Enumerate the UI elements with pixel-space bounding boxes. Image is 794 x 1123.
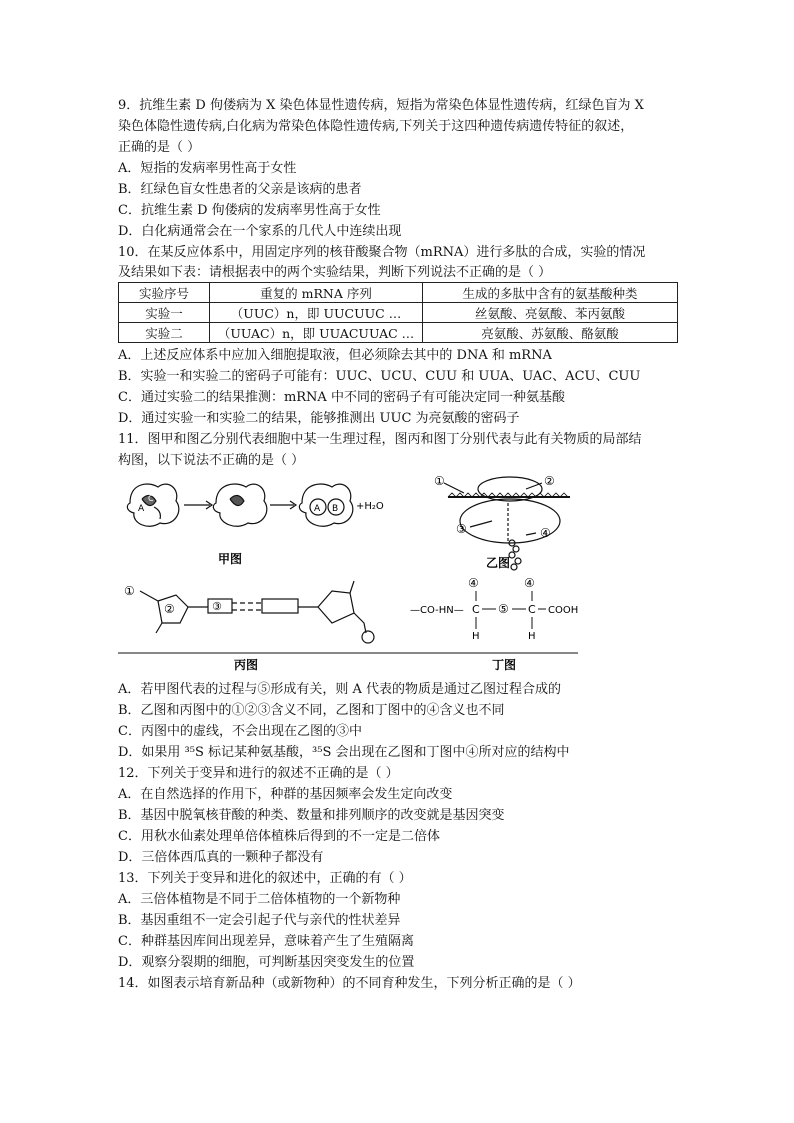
yi-num-2: ② [544,474,555,488]
q11-figure [118,473,678,673]
q9-option-d: D．白化病通常会在一个家系的几代人中连续出现 [118,224,402,239]
leader-3 [470,521,492,527]
table-header-cell: 生成的多肽中含有的氨基酸种类 [423,283,678,303]
table-header-row [119,283,678,303]
q12-option-b: B．基因中脱氧核苷酸的种类、数量和排列顺序的改变就是基因突变 [118,808,505,823]
base-pair [262,599,298,613]
label-b-product: B [332,504,339,514]
caption-bing: 丙图 [234,658,259,672]
table-cell: （UUC）n，即 UUCUUC … [210,303,423,323]
yi-num-1: ① [434,474,445,488]
q13-option-d: D．观察分裂期的细胞，可判断基因突变发生的位置 [118,955,415,970]
table-header-cell: 实验序号 [119,283,210,303]
table-cell: 实验一 [119,303,210,323]
q9-stem-line3: 正确的是（ ） [118,140,201,155]
aa-4 [515,558,521,564]
q10-option-c: C．通过实验二的结果推测：mRNA 中不同的密码子有可能决定同一种氨基酸 [118,390,565,405]
ding-bonds [118,591,578,653]
table-cell: （UUAC）n，即 UUACUUAC … [210,323,423,343]
phosphate-link [354,613,366,633]
caption-jia: 甲图 [218,552,243,566]
q11-option-d: D．如果用 ³⁵S 标记某种氨基酸，³⁵S 会出现在乙图和丁图中④所对应的结构中 [118,745,570,760]
q10-option-d: D．通过实验一和实验二的结果，能够推测出 UUC 为亮氨酸的密码子 [118,411,520,426]
q11-option-b: B．乙图和丙图中的①②③含义不同，乙图和丁图中的④含义也不同 [118,703,505,718]
q13-option-c: C．种群基因库间出现差异，意味着产生了生殖隔离 [118,934,414,949]
label-c: C [148,494,154,503]
q11-figure-svg [118,473,678,673]
q10-experiment-table [118,282,678,343]
label-a: A [138,504,145,514]
q12-option-d: D．三倍体西瓜真的一颗种子都没有 [118,850,324,865]
table-cell: 丝氨酸、亮氨酸、苯丙氨酸 [423,303,678,323]
ding-c2: C [528,603,536,616]
ding-h2: H [528,631,536,642]
ding-num-4a: ④ [468,576,479,590]
enzyme-notch [154,507,160,519]
ding-co-hn: —CO-HN— [410,605,464,616]
table-header-cell: 重复的 mRNA 序列 [210,283,423,303]
q11-stem-line2: 构图，以下说法不正确的是（ ） [118,453,305,468]
q12-option-a: A．在自然选择的作用下，种群的基因频率会发生定向改变 [118,787,453,802]
aa-2 [513,546,519,552]
q10-stem-line1: 10．在某反应体系中，用固定序列的核苷酸聚合物（mRNA）进行多肽的合成，实验的情况 [118,245,646,260]
ding-c1: C [472,603,480,616]
q12-stem: 12．下列关于变异和进行的叙述不正确的是（ ） [118,766,399,781]
q13-option-a: A．三倍体植物是不同于二倍体植物的一个新物种 [118,892,401,907]
q13-option-b: B．基因重组不一定会引起子代与亲代的性状差异 [118,913,401,928]
label-a-product: A [314,504,321,514]
ding-num-5: ⑤ [498,602,509,616]
bing-num-2: ② [164,602,175,616]
substrate-bound [230,495,244,505]
phosphate-circle [362,631,374,643]
q9-stem-line2: 染色体隐性遗传病,白化病为常染色体隐性遗传病,下列关于这四种遗传病遗传特征的叙述， [118,119,634,134]
sugar-tail [156,623,162,633]
q9-stem-line1: 9．抗维生素 D 佝偻病为 X 染色体显性遗传病，短指为常染色体显性遗传病，红绿色盲为 X [118,98,644,113]
q11-option-c: C．丙图中的虚线，不会出现在乙图的③中 [118,724,362,739]
table-row [119,303,678,323]
q10-stem-line2: 及结果如下表：请根据表中的两个实验结果，判断下列说法不正确的是（ ） [118,265,552,280]
caption-ding: 丁图 [492,658,517,672]
q14-stem: 14．如图表示培育新品种（或新物种）的不同育种发生，下列分析正确的是（ ） [118,976,581,991]
q12-option-c: C．用秋水仙素处理单倍体植株后得到的不一定是二倍体 [118,829,440,844]
phosphate-bond [140,591,158,601]
table-cell: 实验二 [119,323,210,343]
table-cell: 亮氨酸、苏氨酸、酪氨酸 [423,323,678,343]
ding-cooh: COOH [548,605,579,616]
q9-option-b: B．红绿色盲女性患者的父亲是该病的患者 [118,182,362,197]
caption-yi: 乙图 [486,556,511,570]
q10-option-a: A．上述反应体系中应加入细胞提取液，但必须除去其中的 DNA 和 mRNA [118,348,552,363]
q9-option-c: C．抗维生素 D 佝偻病的发病率男性高于女性 [118,203,381,218]
q9-option-a: A．短指的发病率男性高于女性 [118,161,297,176]
yi-num-3: ③ [456,522,467,536]
ding-num-4b: ④ [524,576,535,590]
yi-num-4: ④ [540,526,551,540]
bing-num-3: ③ [212,600,222,613]
q11-option-a: A．若甲图代表的过程与⑤形成有关，则 A 代表的物质是通过乙图过程合成的 [118,682,562,697]
leader-1 [444,483,464,493]
ding-h1: H [472,631,480,642]
q11-stem-line1: 11．图甲和图乙分别代表细胞中某一生理过程，图丙和图丁分别代表与此有关物质的局部结 [118,432,642,447]
hydrogen-bonds [232,603,262,610]
bing-diagram [140,581,374,643]
label-h2o: +H₂O [356,501,384,512]
q13-stem: 13．下列关于变异和进化的叙述中，正确的有（ ） [118,871,412,886]
leader-4 [526,533,536,535]
sugar-2 [318,591,354,623]
sugar-branch [350,581,354,593]
leader-2 [526,483,542,489]
q10-option-b: B．实验一和实验二的密码子可能有：UUC、UCU、CUU 和 UUA、UAC、ACU、CUU [118,369,641,384]
bing-num-1: ① [124,584,135,598]
aa-5 [511,564,517,570]
table-row [119,323,678,343]
